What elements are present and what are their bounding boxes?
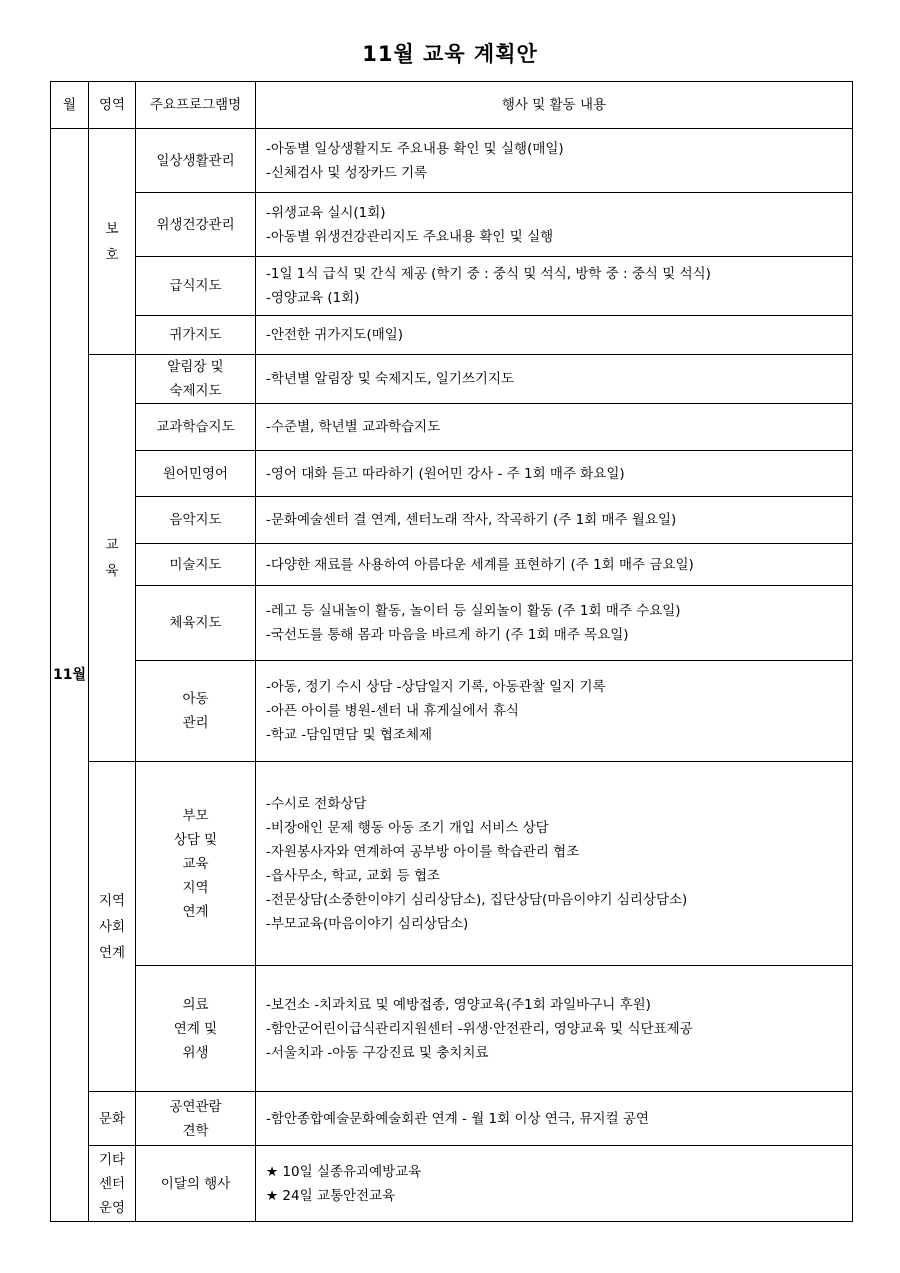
content-cell <box>256 129 853 193</box>
area-label: 연계 <box>98 944 126 961</box>
table-row <box>51 316 853 355</box>
content-cell <box>256 1092 853 1146</box>
content-item: -보건소 -치과치료 및 예방접종, 영양교육(주1회 과일바구니 후원) <box>266 996 651 1013</box>
content-item: -문화예술센터 결 연계, 센터노래 작사, 작곡하기 (주 1회 매주 월요일) <box>266 512 677 528</box>
program-cell <box>136 661 256 762</box>
table-row <box>51 1092 853 1146</box>
content-item: -비장애인 문제 행동 아동 조기 개입 서비스 상담 <box>266 819 549 836</box>
program-label: 상담 및 <box>173 831 218 848</box>
area-label: 기타 <box>98 1151 126 1168</box>
content-cell <box>256 257 853 316</box>
table-row <box>51 129 853 193</box>
content-item: -영어 대화 듣고 따라하기 (원어민 강사 - 주 1회 매주 화요일) <box>266 465 625 482</box>
content-item: -서울치과 -아동 구강진료 및 충치치료 <box>266 1044 489 1061</box>
program-label: 관리 <box>182 715 209 731</box>
content-item: -학교 -담임면담 및 협조체제 <box>266 727 433 743</box>
content-item: -함안군어린이급식관리지원센터 -위생·안전관리, 영양교육 및 식단표제공 <box>266 1020 693 1037</box>
table-row <box>51 404 853 451</box>
program-cell <box>136 404 256 451</box>
content-cell <box>256 762 853 966</box>
table-row <box>51 193 853 257</box>
area-label: 교육 <box>105 537 119 579</box>
content-item: -학년별 알림장 및 숙제지도, 일기쓰기지도 <box>266 371 515 387</box>
content-item: -아동별 일상생활지도 주요내용 확인 및 실행(매일) <box>266 140 564 157</box>
program-cell <box>136 451 256 497</box>
program-label: 지역 <box>182 879 209 896</box>
table-row <box>51 257 853 316</box>
content-item: ★ 24일 교통안전교육 <box>266 1187 396 1204</box>
table-header-row <box>51 82 853 129</box>
content-item: -위생교육 실시(1회) <box>266 204 386 221</box>
content-item: -읍사무소, 학교, 교회 등 협조 <box>266 867 441 884</box>
content-cell <box>256 451 853 497</box>
area-label: 센터 <box>98 1175 126 1192</box>
program-label: 연계 및 <box>173 1020 218 1037</box>
program-label: 교육 <box>182 855 209 872</box>
program-label: 알림장 및 <box>167 359 224 375</box>
program-label: 급식지도 <box>169 278 222 294</box>
plan-table <box>50 81 853 1222</box>
content-cell <box>256 966 853 1092</box>
table-row <box>51 497 853 544</box>
area-label: 운영 <box>98 1199 126 1216</box>
program-label: 공연관람 <box>169 1098 222 1115</box>
content-item: -아동, 정기 수시 상담 -상담일지 기록, 아동관찰 일지 기록 <box>266 679 606 695</box>
program-cell <box>136 129 256 193</box>
content-item: -1일 1식 급식 및 간식 제공 (학기 중 : 중식 및 석식, 방학 중 : 중식 및 석식) <box>266 266 711 282</box>
content-item: -수준별, 학년별 교과학습지도 <box>266 419 441 435</box>
area-cell-other <box>89 1146 136 1222</box>
header-area: 영역 <box>89 82 136 129</box>
program-label: 아동 <box>182 691 209 707</box>
program-cell <box>136 1146 256 1222</box>
content-cell <box>256 544 853 586</box>
table-row <box>51 586 853 661</box>
table-row <box>51 762 853 966</box>
program-label: 미술지도 <box>169 556 222 573</box>
content-cell <box>256 586 853 661</box>
content-item: -다양한 재료를 사용하여 아름다운 세계를 표현하기 (주 1회 매주 금요일) <box>266 556 694 573</box>
program-cell <box>136 316 256 355</box>
program-label: 음악지도 <box>169 512 222 528</box>
program-cell <box>136 762 256 966</box>
content-item: -수시로 전화상담 <box>266 795 367 812</box>
program-label: 위생건강관리 <box>156 216 235 233</box>
area-cell-education <box>89 355 136 762</box>
header-program: 주요프로그램명 <box>136 82 256 129</box>
content-item: -안전한 귀가지도(매일) <box>266 327 404 343</box>
area-label: 보호 <box>105 220 119 263</box>
content-cell <box>256 193 853 257</box>
area-label: 지역 <box>98 892 126 909</box>
area-cell-culture: 문화 <box>89 1092 136 1146</box>
content-item: -함안종합예술문화예술회관 연계 - 월 1회 이상 연극, 뮤지컬 공연 <box>266 1110 649 1127</box>
program-label: 위생 <box>182 1044 209 1061</box>
program-cell <box>136 497 256 544</box>
header-month: 월 <box>51 82 89 129</box>
program-label: 체육지도 <box>169 615 222 631</box>
program-label: 연계 <box>182 903 209 920</box>
content-cell <box>256 404 853 451</box>
table-row <box>51 451 853 497</box>
area-cell-protection <box>89 129 136 355</box>
program-label: 교과학습지도 <box>156 419 235 435</box>
area-label: 사회 <box>98 918 126 935</box>
content-item: -부모교육(마음이야기 심리상담소) <box>266 915 469 932</box>
content-cell <box>256 661 853 762</box>
program-cell <box>136 1092 256 1146</box>
month-cell: 11월 <box>51 129 89 1222</box>
program-cell <box>136 355 256 404</box>
content-item: -자원봉사자와 연계하여 공부방 아이를 학습관리 협조 <box>266 843 580 860</box>
content-item: -아동별 위생건강관리지도 주요내용 확인 및 실행 <box>266 228 554 245</box>
program-cell <box>136 966 256 1092</box>
program-label: 일상생활관리 <box>156 152 235 169</box>
content-item: -전문상담(소중한이야기 심리상담소), 집단상담(마음이야기 심리상담소) <box>266 891 688 908</box>
document-title: 11월 교육 계획안 <box>362 42 538 66</box>
content-item: -신체검사 및 성장카드 기록 <box>266 164 428 181</box>
table-row <box>51 966 853 1092</box>
table-row <box>51 355 853 404</box>
program-cell <box>136 257 256 316</box>
content-cell <box>256 497 853 544</box>
program-cell <box>136 544 256 586</box>
program-label: 이달의 행사 <box>160 1175 231 1192</box>
table-row <box>51 544 853 586</box>
content-item: -레고 등 실내놀이 활동, 놀이터 등 실외놀이 활동 (주 1회 매주 수요일) <box>266 603 681 619</box>
content-cell <box>256 355 853 404</box>
table-row <box>51 1146 853 1222</box>
program-cell <box>136 586 256 661</box>
content-item: -영양교육 (1회) <box>266 290 360 306</box>
table-row <box>51 661 853 762</box>
program-label: 숙제지도 <box>169 383 222 399</box>
program-label: 부모 <box>182 807 209 824</box>
program-label: 견학 <box>182 1122 209 1139</box>
content-cell <box>256 316 853 355</box>
area-cell-community <box>89 762 136 1092</box>
content-item: ★ 10일 실종유괴예방교육 <box>266 1163 422 1180</box>
program-label: 귀가지도 <box>169 327 222 343</box>
content-cell <box>256 1146 853 1222</box>
program-label: 원어민영어 <box>162 465 229 482</box>
header-content: 행사 및 활동 내용 <box>256 82 853 129</box>
content-item: -아픈 아이를 병원-센터 내 휴게실에서 휴식 <box>266 703 519 719</box>
program-cell <box>136 193 256 257</box>
program-label: 의료 <box>182 996 209 1013</box>
content-item: -국선도를 통해 몸과 마음을 바르게 하기 (주 1회 매주 목요일) <box>266 627 629 643</box>
